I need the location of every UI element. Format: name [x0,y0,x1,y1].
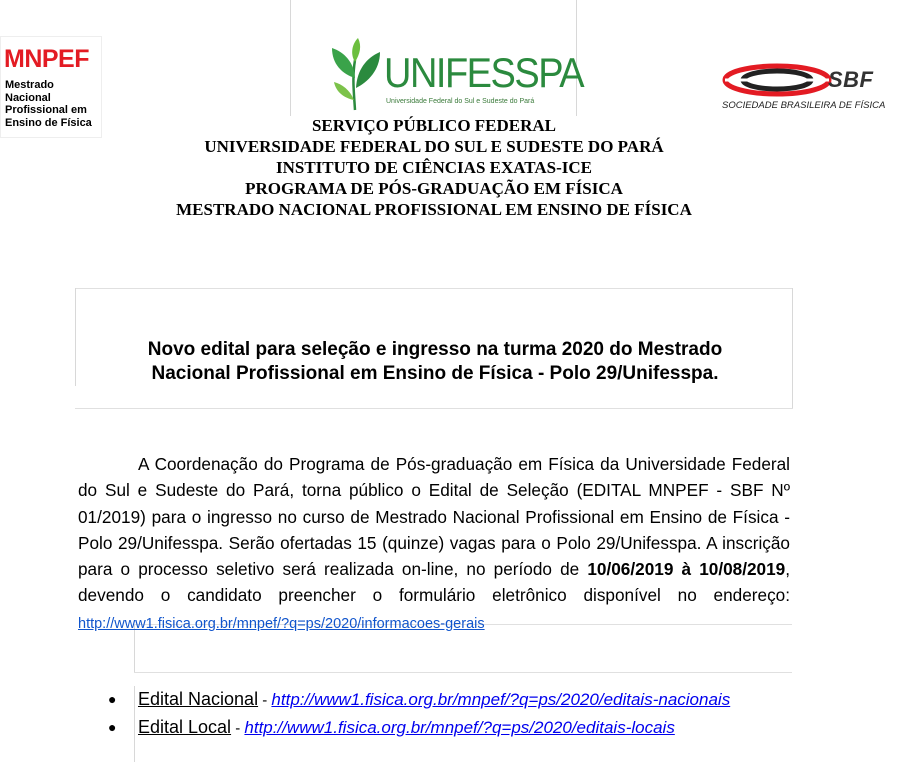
edital-list [108,686,798,742]
list-item [108,714,798,742]
sbf-logo [722,60,892,112]
header-line: SERVIÇO PÚBLICO FEDERAL [311,116,557,135]
list-item [108,686,798,714]
mnpef-subtitle-line: Mestrado Nacional [5,79,54,104]
mnpef-logo-title: MNPEF [4,45,89,73]
notice-title [80,338,790,386]
announcement-paragraph [78,451,790,637]
table-border [134,672,792,673]
header-line: UNIVERSIDADE FEDERAL DO SUL E SUDESTE DO PARÁ [204,137,664,156]
bullet-icon: ● [108,691,117,707]
table-border [290,0,291,116]
mnpef-subtitle-line: Ensino de Física [5,116,92,129]
orbit-icon [722,62,832,98]
edital-local-url[interactable]: http://www1.fisica.org.br/mnpef/?q=ps/2020/editais-locais [244,718,675,737]
header-line: MESTRADO NACIONAL PROFISSIONAL EM ENSINO DE FÍSICA [176,200,692,219]
sbf-logo-name: SBF [828,67,874,92]
info-link[interactable]: http://www1.fisica.org.br/mnpef/?q=ps/2020/informacoes-gerais [78,615,485,632]
edital-nacional-url[interactable]: http://www1.fisica.org.br/mnpef/?q=ps/2020/editais-nacionais [271,690,731,709]
mnpef-subtitle-line: Profissional em [5,104,87,116]
mnpef-logo-subtitle [5,79,101,129]
paragraph-text: , devendo o candidato preencher o formulário eletrônico disponível no endereço: [78,559,790,606]
table-border [792,288,793,408]
enrollment-dates: 10/06/2019 à 10/08/2019 [587,559,786,580]
notice-title-line: Novo edital para seleção e ingresso na turma 2020 do Mestrado [147,339,723,360]
bullet-icon: ● [108,719,117,735]
edital-nacional-link[interactable]: Edital Nacional [138,689,259,709]
leaf-icon [328,38,384,112]
notice-title-line: Nacional Profissional em Ensino de Física - Polo 29/Unifesspa. [151,363,719,384]
header-line: INSTITUTO DE CIÊNCIAS EXATAS-ICE [275,158,592,177]
table-border [75,288,793,289]
separator: - [258,692,272,709]
sbf-logo-subtitle: SOCIEDADE BRASILEIRA DE FÍSICA [722,100,886,111]
paragraph-text: A Coordenação do Programa de Pós-graduação em Física da Universidade Federal do Sul e Sudeste do Pará, torna público o Edital de Seleção (EDITAL MNPEF - SBF Nº 01/2019) para o ingresso no curso de Mestrado Nacional Profissional em Ensino de Física - Polo 29/Unifesspa. Serão ofertadas 15 (quinze) vagas para o Polo 29/Unifesspa. A inscrição para o processo seletivo será realizada on-line, no período de [78,454,790,580]
table-border [75,288,76,386]
unifesspa-logo [328,38,584,112]
mnpef-logo [0,36,102,138]
header-line: PROGRAMA DE PÓS-GRADUAÇÃO EM FÍSICA [245,179,623,198]
institution-header [100,115,768,220]
unifesspa-logo-name: UNIFESSPA [384,50,584,98]
unifesspa-logo-tagline: Universidade Federal do Sul e Sudeste do Pará [386,98,535,105]
separator: - [231,720,245,737]
table-border [75,408,793,409]
edital-local-link[interactable]: Edital Local [138,717,232,737]
